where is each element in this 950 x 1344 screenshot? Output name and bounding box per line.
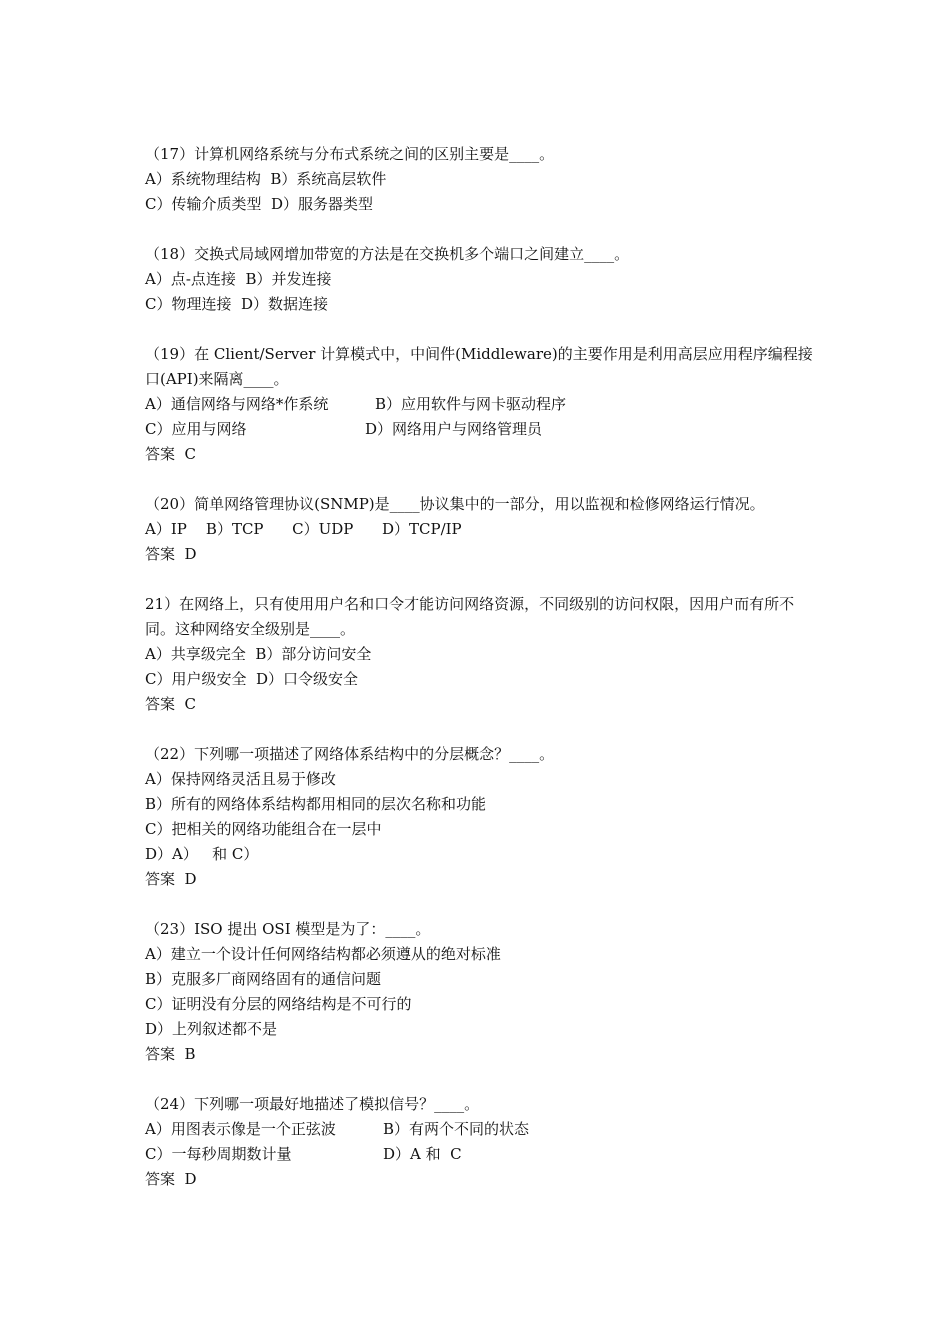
option-line: A）共享级完全 B）部分访问安全 (145, 645, 372, 663)
option-right: B）应用软件与网卡驱动程序 (375, 395, 567, 413)
answer-line: 答案 D (145, 870, 197, 888)
answer-line: 答案 C (145, 695, 197, 713)
question-stem: 21）在网络上，只有使用用户名和口令才能访问网络资源，不同级别的访问权限，因用户而有所不同。这种网络安全级别是____。 (145, 595, 795, 638)
question-stem: （19）在 Client/Server 计算模式中，中间件(Middleware)的主要作用是利用高层应用程序编程接口(API)来隔离____。 (145, 345, 813, 388)
option-line: C）证明没有分层的网络结构是不可行的 (145, 995, 412, 1013)
option-line (145, 417, 815, 442)
option-line: A）IP B）TCP C）UDP D）TCP/IP (145, 520, 462, 538)
answer-line: 答案 B (145, 1045, 196, 1063)
option-line: A）点-点连接 B）并发连接 (145, 270, 332, 288)
option-left: C）一每秒周期数计量 (145, 1145, 292, 1163)
question-17 (145, 142, 815, 217)
option-right: D）网络用户与网络管理员 (365, 420, 543, 438)
option-right: D）A 和 C (383, 1145, 462, 1163)
option-right: B）有两个不同的状态 (383, 1120, 530, 1138)
option-line: C）用户级安全 D）口令级安全 (145, 670, 359, 688)
option-line: A）系统物理结构 B）系统高层软件 (145, 170, 387, 188)
question-23 (145, 917, 815, 1067)
option-left: C）应用与网络 (145, 420, 247, 438)
option-line: B）克服多厂商网络固有的通信问题 (145, 970, 382, 988)
option-line: D）上列叙述都不是 (145, 1020, 278, 1038)
option-left: A）通信网络与网络*作系统 (145, 395, 329, 413)
question-stem: （17）计算机网络系统与分布式系统之间的区别主要是____。 (145, 145, 555, 163)
option-left: A）用图表示像是一个正弦波 (145, 1120, 336, 1138)
question-stem: （22）下列哪一项描述了网络体系结构中的分层概念？____。 (145, 745, 555, 763)
option-line: A）保持网络灵活且易于修改 (145, 770, 336, 788)
answer-line: 答案 D (145, 1170, 197, 1188)
question-stem: （23）ISO 提出 OSI 模型是为了：____。 (145, 920, 431, 938)
question-19 (145, 342, 815, 467)
question-stem: （24）下列哪一项最好地描述了模拟信号？____。 (145, 1095, 480, 1113)
question-20 (145, 492, 815, 567)
answer-line: 答案 D (145, 545, 197, 563)
option-line (145, 1117, 815, 1142)
answer-line: 答案 C (145, 445, 197, 463)
option-line: C）物理连接 D）数据连接 (145, 295, 329, 313)
question-24 (145, 1092, 815, 1192)
option-line (145, 1142, 815, 1167)
option-line: B）所有的网络体系结构都用相同的层次名称和功能 (145, 795, 487, 813)
document-page (145, 142, 815, 1217)
question-stem: （18）交换式局域网增加带宽的方法是在交换机多个端口之间建立____。 (145, 245, 630, 263)
option-line: A）建立一个设计任何网络结构都必须遵从的绝对标准 (145, 945, 501, 963)
question-stem: （20）简单网络管理协议(SNMP)是____协议集中的一部分，用以监视和检修网络运行情况。 (145, 495, 765, 513)
question-21 (145, 592, 815, 717)
option-line: D）A） 和 C） (145, 845, 259, 863)
question-18 (145, 242, 815, 317)
option-line: C）传输介质类型 D）服务器类型 (145, 195, 374, 213)
question-22 (145, 742, 815, 892)
option-line (145, 392, 815, 417)
option-line: C）把相关的网络功能组合在一层中 (145, 820, 382, 838)
